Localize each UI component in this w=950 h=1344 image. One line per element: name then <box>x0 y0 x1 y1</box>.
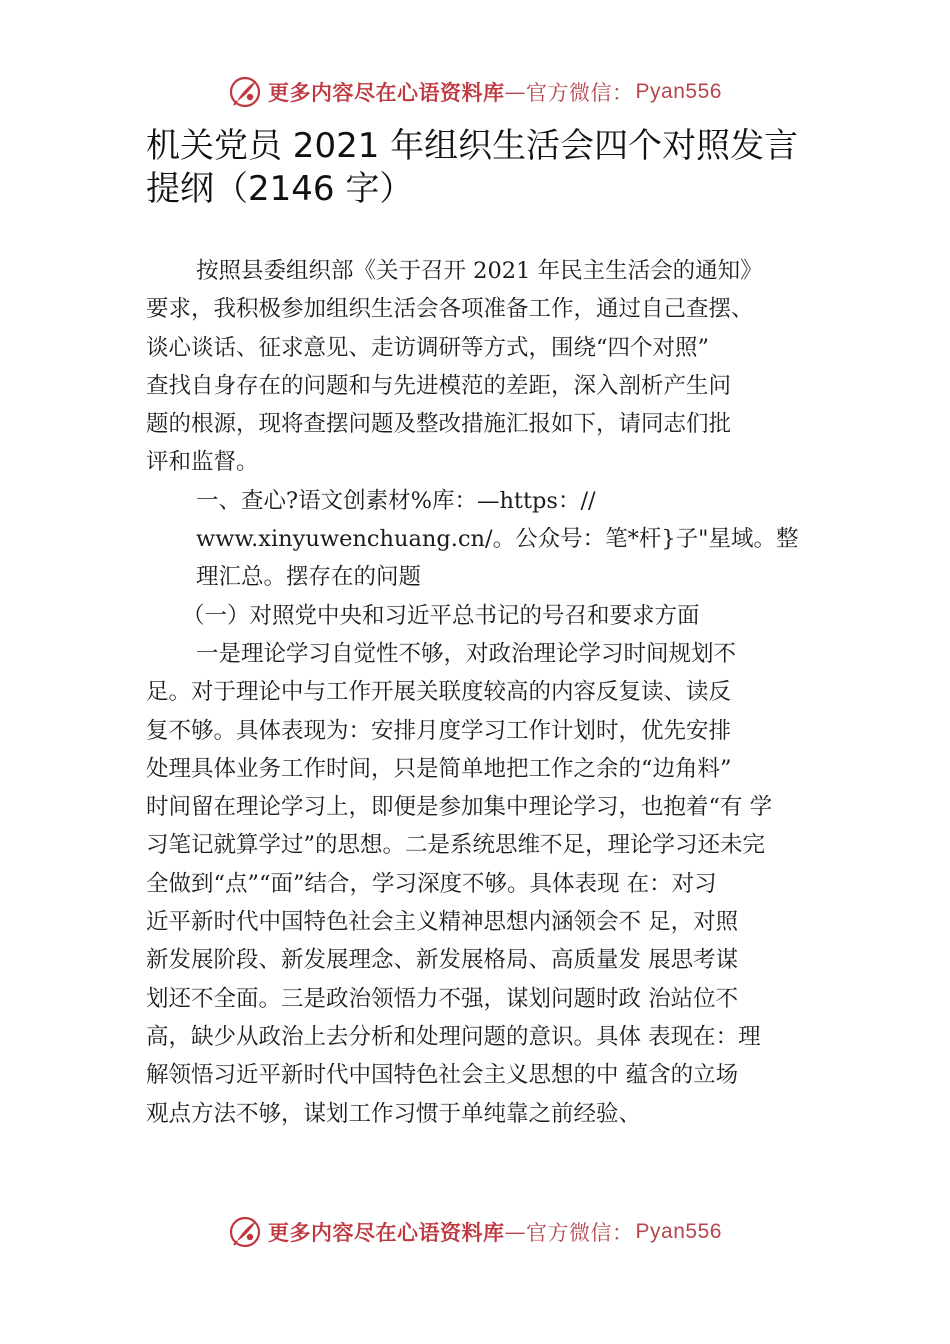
content-line: 时间留在理论学习上，即便是参加集中理论学习，也抱着“有 学 <box>146 794 773 821</box>
section-heading-line: 一、查心?语文创素材%库：—https：// <box>196 487 596 514</box>
content-line: 习笔记就算学过”的思想。二是系统思维不足，理论学习还未完 <box>146 832 766 859</box>
content-line: 解领悟习近平新时代中国特色社会主义思想的中 蕴含的立场 <box>146 1062 739 1089</box>
content-line: 划还不全面。三是政治领悟力不强，谋划问题时政 治站位不 <box>146 985 739 1012</box>
banner-wechat-label: 官方微信： <box>526 81 634 105</box>
footer-banner <box>0 1212 950 1252</box>
banner-brand: 更多内容尽在心语资料库 <box>268 80 505 105</box>
section-heading-line: 理汇总。摆存在的问题 <box>196 564 422 591</box>
banner-separator: — <box>504 1220 527 1244</box>
content-line: 足。对于理论中与工作开展关联度较高的内容反复读、读反 <box>146 679 732 706</box>
content-line: 处理具体业务工作时间，只是简单地把工作之余的“边角料” <box>146 755 732 782</box>
intro-line: 查找自身存在的问题和与先进模范的差距，深入剖析产生问 <box>146 372 732 399</box>
feather-logo-icon <box>228 1215 262 1249</box>
title-line-2: 提纲（2146 字） <box>146 169 414 209</box>
banner-account: Pyan556 <box>635 1220 722 1243</box>
banner-separator: — <box>504 80 527 104</box>
header-banner <box>0 72 950 112</box>
document-body <box>146 252 836 1133</box>
subsection-heading: （一）对照党中央和习近平总书记的号召和要求方面 <box>182 602 700 629</box>
document-title <box>146 125 836 211</box>
content-line: 高，缺少从政治上去分析和处理问题的意识。具体 表现在：理 <box>146 1023 761 1050</box>
banner-brand: 更多内容尽在心语资料库 <box>268 1220 505 1245</box>
content-line: 近平新时代中国特色社会主义精神思想内涵领会不 足，对照 <box>146 909 739 936</box>
content-line: 新发展阶段、新发展理念、新发展格局、高质量发 展思考谋 <box>146 947 739 974</box>
content-line: 全做到“点”“面”结合，学习深度不够。具体表现 在：对习 <box>146 870 717 897</box>
intro-line: 评和监督。 <box>146 449 259 476</box>
content-line: 复不够。具体表现为：安排月度学习工作计划时，优先安排 <box>146 717 732 744</box>
banner-wechat-label: 官方微信： <box>526 1221 634 1245</box>
feather-logo-icon <box>228 75 262 109</box>
intro-line: 要求，我积极参加组织生活会各项准备工作，通过自己查摆、 <box>146 296 754 323</box>
intro-line: 谈心谈话、征求意见、走访调研等方式，围绕“四个对照” <box>146 334 710 361</box>
intro-line: 题的根源，现将查摆问题及整改措施汇报如下，请同志们批 <box>146 411 732 438</box>
content-line: 观点方法不够，谋划工作习惯于单纯靠之前经验、 <box>146 1100 642 1127</box>
title-line-1: 机关党员 2021 年组织生活会四个对照发言 <box>146 126 799 166</box>
intro-line: 按照县委组织部《关于召开 2021 年民主生活会的通知》 <box>196 258 763 284</box>
content-line: 一是理论学习自觉性不够，对政治理论学习时间规划不 <box>196 640 737 667</box>
banner-account: Pyan556 <box>635 80 722 103</box>
section-heading-line: www.xinyuwenchuang.cn/。公众号：笔*杆}子"星域。整 <box>196 526 799 553</box>
